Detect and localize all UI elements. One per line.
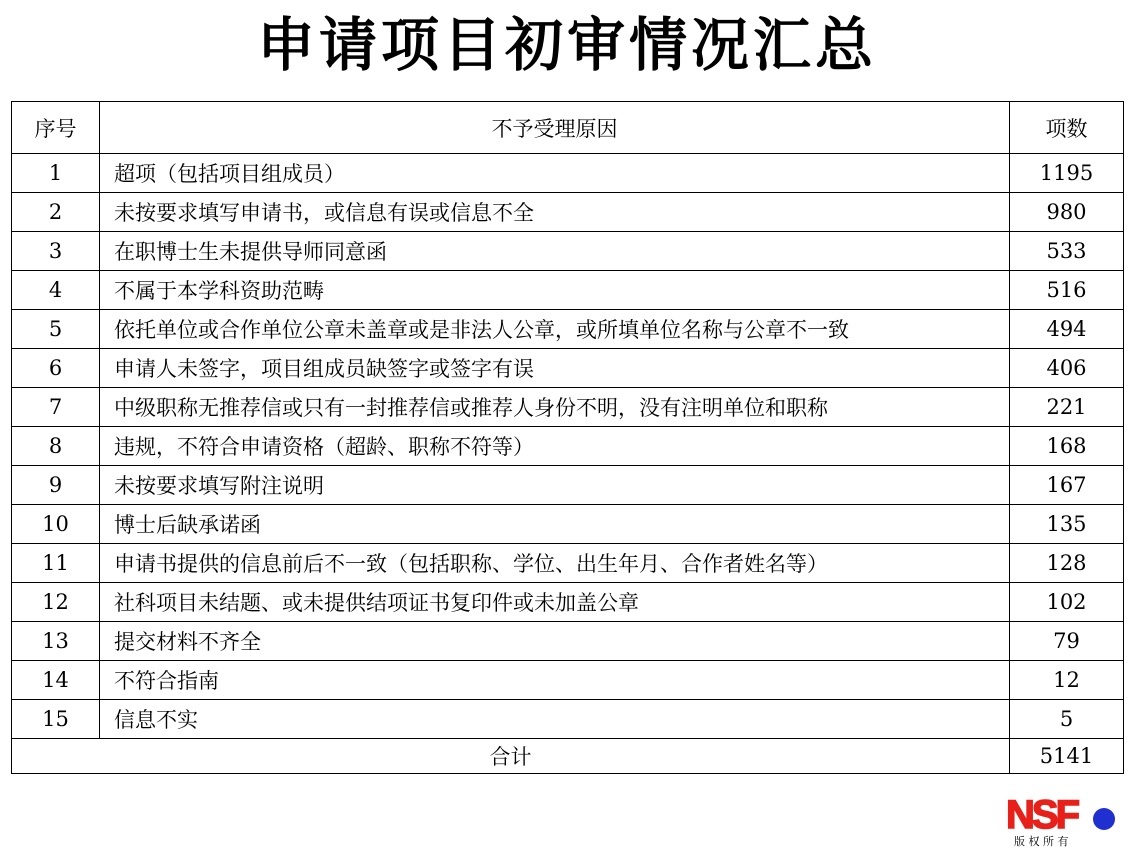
row-reason: 依托单位或合作单位公章未盖章或是非法人公章，或所填单位名称与公章不一致 xyxy=(100,310,1010,349)
row-count: 5 xyxy=(1010,700,1124,739)
logo-subtext: 版 权 所 有 xyxy=(1014,835,1069,847)
row-reason: 申请人未签字，项目组成员缺签字或签字有误 xyxy=(100,349,1010,388)
nsf-logo-graphic xyxy=(1006,795,1120,847)
nsf-logo xyxy=(1006,795,1120,847)
table-row xyxy=(12,466,1124,505)
table-row xyxy=(12,700,1124,739)
table-row xyxy=(12,388,1124,427)
row-seq: 8 xyxy=(12,427,100,466)
row-count: 406 xyxy=(1010,349,1124,388)
table-row xyxy=(12,622,1124,661)
table-header-row xyxy=(12,102,1124,154)
table-row xyxy=(12,154,1124,193)
total-row xyxy=(12,739,1124,774)
row-reason: 超项（包括项目组成员） xyxy=(100,154,1010,193)
row-reason: 未按要求填写附注说明 xyxy=(100,466,1010,505)
header-seq: 序号 xyxy=(12,102,100,154)
row-count: 1195 xyxy=(1010,154,1124,193)
row-seq: 4 xyxy=(12,271,100,310)
row-reason: 申请书提供的信息前后不一致（包括职称、学位、出生年月、合作者姓名等） xyxy=(100,544,1010,583)
row-count: 12 xyxy=(1010,661,1124,700)
row-count: 494 xyxy=(1010,310,1124,349)
total-label: 合计 xyxy=(12,739,1010,774)
page-title: 申请项目初审情况汇总 xyxy=(256,11,877,79)
row-count: 221 xyxy=(1010,388,1124,427)
row-seq: 15 xyxy=(12,700,100,739)
row-reason: 在职博士生未提供导师同意函 xyxy=(100,232,1010,271)
row-count: 168 xyxy=(1010,427,1124,466)
table-row xyxy=(12,310,1124,349)
table-body xyxy=(12,154,1124,739)
row-reason: 违规，不符合申请资格（超龄、职称不符等） xyxy=(100,427,1010,466)
logo-dot-icon xyxy=(1093,808,1115,830)
row-reason: 社科项目未结题、或未提供结项证书复印件或未加盖公章 xyxy=(100,583,1010,622)
table-row xyxy=(12,544,1124,583)
row-seq: 12 xyxy=(12,583,100,622)
row-seq: 11 xyxy=(12,544,100,583)
total-count: 5141 xyxy=(1010,739,1124,774)
table-row xyxy=(12,427,1124,466)
row-reason: 不符合指南 xyxy=(100,661,1010,700)
table-row xyxy=(12,232,1124,271)
row-reason: 博士后缺承诺函 xyxy=(100,505,1010,544)
nsf-logo-text: NSF xyxy=(1006,795,1077,837)
row-seq: 5 xyxy=(12,310,100,349)
header-reason: 不予受理原因 xyxy=(100,102,1010,154)
row-seq: 2 xyxy=(12,193,100,232)
row-seq: 3 xyxy=(12,232,100,271)
row-count: 980 xyxy=(1010,193,1124,232)
row-reason: 信息不实 xyxy=(100,700,1010,739)
row-count: 516 xyxy=(1010,271,1124,310)
row-reason: 未按要求填写申请书，或信息有误或信息不全 xyxy=(100,193,1010,232)
row-seq: 10 xyxy=(12,505,100,544)
row-count: 128 xyxy=(1010,544,1124,583)
row-seq: 13 xyxy=(12,622,100,661)
row-seq: 1 xyxy=(12,154,100,193)
table-row xyxy=(12,271,1124,310)
table-row xyxy=(12,583,1124,622)
row-count: 533 xyxy=(1010,232,1124,271)
row-reason: 中级职称无推荐信或只有一封推荐信或推荐人身份不明，没有注明单位和职称 xyxy=(100,388,1010,427)
row-seq: 7 xyxy=(12,388,100,427)
row-seq: 9 xyxy=(12,466,100,505)
row-reason: 不属于本学科资助范畴 xyxy=(100,271,1010,310)
row-count: 79 xyxy=(1010,622,1124,661)
row-seq: 14 xyxy=(12,661,100,700)
row-seq: 6 xyxy=(12,349,100,388)
row-count: 102 xyxy=(1010,583,1124,622)
table-row xyxy=(12,349,1124,388)
table-row xyxy=(12,505,1124,544)
table-row xyxy=(12,661,1124,700)
row-count: 167 xyxy=(1010,466,1124,505)
table-row xyxy=(12,193,1124,232)
row-count: 135 xyxy=(1010,505,1124,544)
header-count: 项数 xyxy=(1010,102,1124,154)
summary-table xyxy=(11,101,1124,774)
row-reason: 提交材料不齐全 xyxy=(100,622,1010,661)
